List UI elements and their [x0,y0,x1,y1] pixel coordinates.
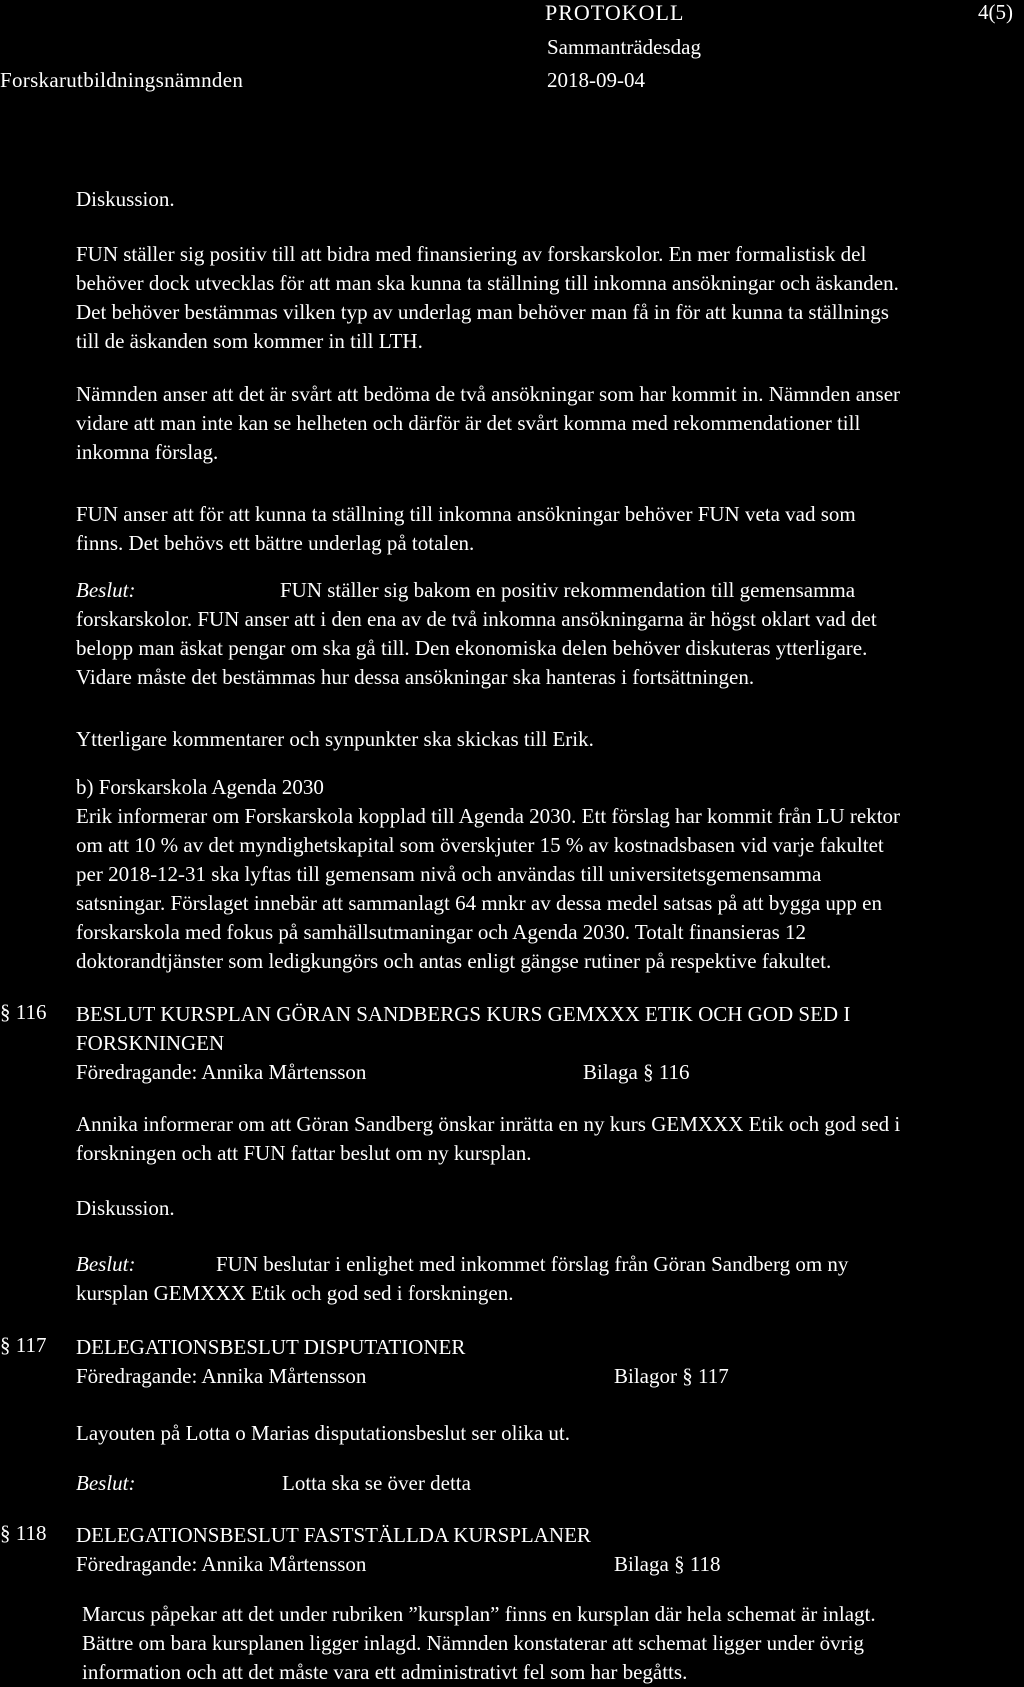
text-line: FUN ställer sig positiv till att bidra med finansiering av forskarskolor. En mer formalistisk del [76,242,867,266]
text-line: information och att det måste vara ett administrativt fel som har begåtts. [82,1660,688,1684]
text-line: Nämnden anser att det är svårt att bedöma de två ansökningar som har kommit in. Nämnden anser [76,382,901,406]
title-line: FORSKNINGEN [76,1031,225,1055]
marcus-paragraph-118 [82,1600,876,1687]
section-title-116 [76,1000,850,1087]
text-line: Bättre om bara kursplanen ligger inlagd. Nämnden konstaterar att schemat ligger under övrig [82,1631,864,1655]
text-line: per 2018-12-31 ska lyftas till gemensam nivå och användas till universitetsgemensamma [76,862,822,886]
decision-text-117: Lotta ska se över detta [282,1471,471,1495]
text-line: Vidare måste det bestämmas hur dessa ansökningar ska hanteras i fortsättningen. [76,665,755,689]
decision-text-116: FUN beslutar i enlighet med inkommet förslag från Göran Sandberg om ny [216,1252,849,1276]
text-line: doktorandtjänster som ledigkungörs och antas enligt gängse rutiner på respektive fakultet. [76,949,832,973]
text-line: om att 10 % av det myndighetskapital som överskjuter 15 % av kostnadsbasen vid varje fakultet [76,833,884,857]
attachment-117: Bilagor § 117 [614,1364,729,1388]
text-line: FUN anser att för att kunna ta ställning till inkomna ansökningar behöver FUN veta vad som [76,502,856,526]
text-line: forskarskola med fokus på samhällsutmaningar och Agenda 2030. Totalt finansieras 12 [76,920,807,944]
text-line: finns. Det behövs ett bättre underlag på totalen. [76,531,475,555]
section-number-118: § 118 [0,1521,47,1545]
decision-label-1: Beslut: [76,578,136,602]
attachment-118: Bilaga § 118 [614,1552,721,1576]
comments-note: Ytterligare kommentarer och synpunkter ska skickas till Erik. [76,727,594,751]
info-paragraph-116 [76,1110,900,1168]
text-line: Erik informerar om Forskarskola kopplad till Agenda 2030. Ett förslag har kommit från LU rektor [76,804,901,828]
paragraph-fun-underlag [76,500,856,558]
paragraph-nämnden [76,380,900,467]
text-line: behöver dock utvecklas för att man ska kunna ta ställning till inkomna ansökningar och äskanden. [76,271,899,295]
section-number-116: § 116 [0,1000,47,1024]
meeting-label: Sammanträdesdag [547,35,701,59]
presenter-117: Föredragande: Annika Mårtensson [76,1364,367,1388]
discussion-label-116: Diskussion. [76,1196,175,1220]
decision-label-116: Beslut: [76,1252,136,1276]
protocol-title: PROTOKOLL [545,0,685,25]
decision-label-117: Beslut: [76,1471,136,1495]
organization-name: Forskarutbildningsnämnden [0,68,244,92]
text-line: Annika informerar om att Göran Sandberg önskar inrätta en ny kurs GEMXXX Etik och god sed i [76,1112,901,1136]
decision-paragraph-1 [76,605,877,692]
text-line: forskarskolor. FUN anser att i den ena av de två inkomna ansökningarna är högst oklart vad det [76,607,877,631]
page-number: 4(5) [978,0,1013,24]
section-title-117 [76,1333,465,1391]
section-number-117: § 117 [0,1333,47,1357]
text-line: forskningen och att FUN fattar beslut om ny kursplan. [76,1141,532,1165]
agenda-heading: b) Forskarskola Agenda 2030 [76,775,324,799]
title-line: DELEGATIONSBESLUT FASTSTÄLLDA KURSPLANER [76,1523,591,1547]
title-line: DELEGATIONSBESLUT DISPUTATIONER [76,1335,466,1359]
presenter-118: Föredragande: Annika Mårtensson [76,1552,367,1576]
meeting-date: 2018-09-04 [547,68,645,92]
text-line: satsningar. Förslaget innebär att sammanlagt 64 mnkr av dessa medel satsas på att bygga upp en [76,891,882,915]
decision-text-1: FUN ställer sig bakom en positiv rekommendation till gemensamma [280,578,856,602]
title-line: BESLUT KURSPLAN GÖRAN SANDBERGS KURS GEMXXX ETIK OCH GOD SED I [76,1002,851,1026]
decision-text-116-cont: kursplan GEMXXX Etik och god sed i forskningen. [76,1281,514,1305]
paragraph-fun-positive [76,240,899,356]
presenter-116: Föredragande: Annika Mårtensson [76,1060,367,1084]
text-line: Det behöver bestämmas vilken typ av underlag man behöver man få in för att kunna ta ställnings [76,300,889,324]
agenda-paragraph [76,773,900,976]
attachment-116: Bilaga § 116 [583,1060,690,1084]
text-line: belopp man äskat pengar om ska gå till. Den ekonomiska delen behöver diskuteras ytterligare. [76,636,868,660]
section-title-118 [76,1521,591,1579]
text-line: Marcus påpekar att det under rubriken ”kursplan” finns en kursplan där hela schemat är inlagt. [82,1602,876,1626]
text-line: vidare att man inte kan se helheten och därför är det svårt komma med rekommendationer till [76,411,861,435]
layout-note-117: Layouten på Lotta o Marias disputationsbeslut ser olika ut. [76,1421,570,1445]
text-line: till de äskanden som kommer in till LTH. [76,329,423,353]
text-line: inkomna förslag. [76,440,219,464]
discussion-label-1: Diskussion. [76,187,175,211]
